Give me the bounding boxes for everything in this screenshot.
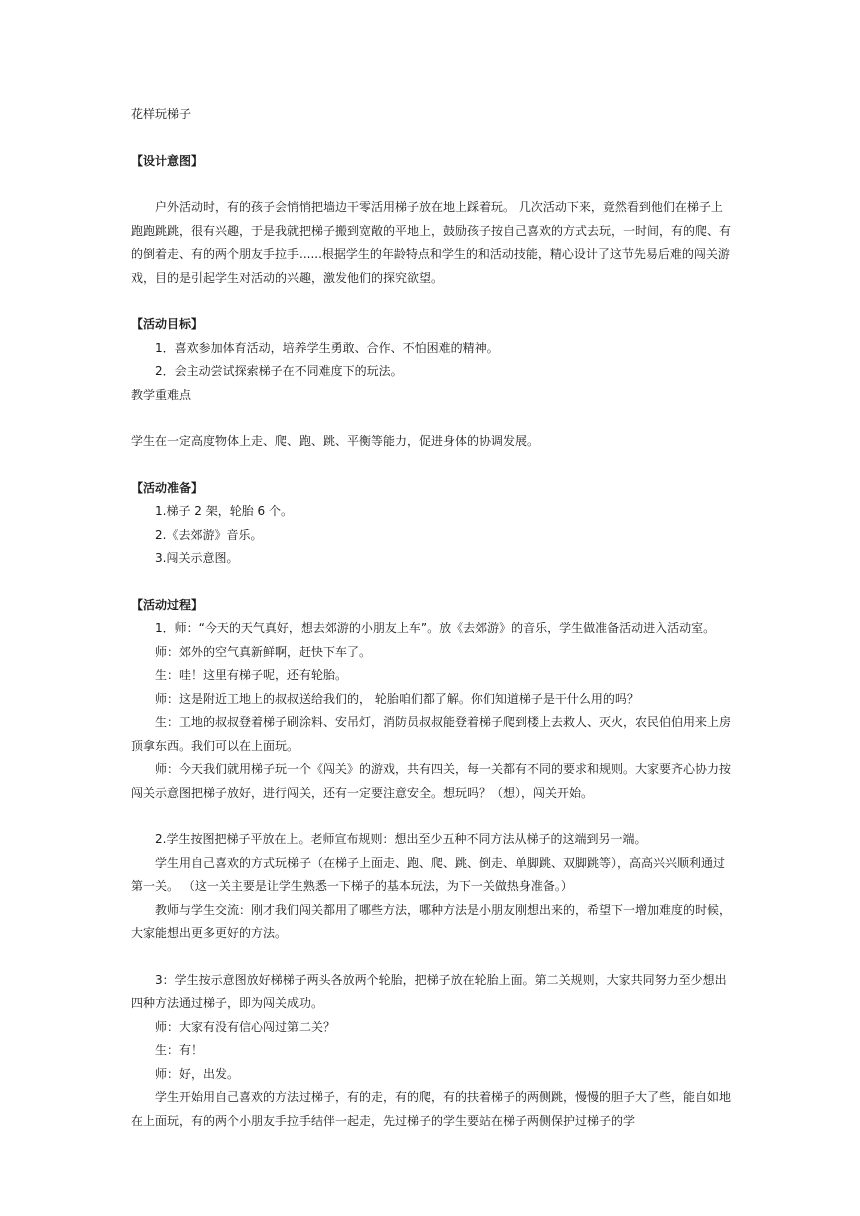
prep-heading: 【活动准备】 xyxy=(131,480,204,495)
goal-item: 1．喜欢参加体育活动，培养学生勇敢、合作、不怕困难的精神。 xyxy=(155,340,499,355)
document-title: 花样玩梯子 xyxy=(131,107,192,121)
process-paragraph: 生：工地的叔叔登着梯子刷涂料、安吊灯，消防员叔叔能登着梯子爬到楼上去救人、灭火，农民伯伯用来上房顶拿东西。我们可以在上面玩。 xyxy=(131,715,732,753)
spacer xyxy=(131,407,731,430)
spacer xyxy=(131,805,731,828)
process-paragraph: 学生开始用自己喜欢的方法过梯子，有的走，有的爬，有的扶着梯子的两侧跳，慢慢的胆子大了些，能自如地在上面玩，有的两个小朋友手拉手结伴一起走，先过梯子的学生要站在梯子两侧保护过梯子的学 xyxy=(131,1090,732,1128)
key-points-paragraph: 学生在一定高度物体上走、爬、跑、跳、平衡等能力，促进身体的协调发展。 xyxy=(131,434,540,448)
process-paragraph: 师：好，出发。 xyxy=(155,1066,240,1081)
process-paragraph: 学生用自己喜欢的方式玩梯子（在梯子上面走、跑、爬、跳、倒走、单脚跳、双脚跳等），高高兴兴顺利通过第一关。 （这一关主要是让学生熟悉一下梯子的基本玩法，为下一关做热身准备。） xyxy=(131,855,726,893)
process-paragraph: 师：这是附近工地上的叔叔送给我们的， 轮胎咱们都了解。你们知道梯子是干什么用的吗？ xyxy=(155,691,639,706)
design-heading: 【设计意图】 xyxy=(131,153,204,168)
process-paragraph: 教师与学生交流：刚才我们闯关都用了哪些方法，哪种方法是小朋友刚想出来的，希望下一增加难度的时候，大家能想出更多更好的方法。 xyxy=(131,902,732,940)
document-body xyxy=(131,103,731,1133)
process-heading: 【活动过程】 xyxy=(131,597,204,612)
spacer xyxy=(131,946,731,969)
goal-item: 2．会主动尝试探索梯子在不同难度下的玩法。 xyxy=(155,364,403,378)
process-paragraph: 1．师：“今天的天气真好，想去郊游的小朋友上车”。放《去郊游》的音乐，学生做准备活动进入活动室。 xyxy=(155,621,716,635)
goals-heading: 【活动目标】 xyxy=(131,317,204,331)
prep-item: 2.《去郊游》音乐。 xyxy=(155,527,263,542)
key-points-heading: 教学重难点 xyxy=(131,387,192,402)
process-paragraph: 师：大家有没有信心闯过第二关？ xyxy=(155,1019,336,1034)
spacer xyxy=(131,571,731,594)
prep-item: 1.梯子 2 架，轮胎 6 个。 xyxy=(155,504,293,518)
process-paragraph: 生：哇！这里有梯子呢，还有轮胎。 xyxy=(155,668,348,682)
spacer xyxy=(131,290,731,313)
process-paragraph: 师：今天我们就用梯子玩一个《闯关》的游戏，共有四关，每一关都有不同的要求和规则。大家要齐心协力按闯关示意图把梯子放好，进行闯关，还有一定要注意安全。想玩吗？（想），闯关开始。 xyxy=(131,762,732,800)
prep-item: 3.闯关示意图。 xyxy=(155,551,239,565)
design-paragraph: 户外活动时，有的孩子会悄悄把墙边干零活用梯子放在地上踩着玩。 几次活动下来，竟然看到他们在梯子上跑跑跳跳，很有兴趣，于是我就把梯子搬到宽敞的平地上，鼓励孩子按自己喜欢的方式去玩，一时间，有的爬、有的倒着走、有的两个朋友手拉手......根据学生的年龄特点和学生的和活动技能，精心设计了这节先易后难的闯关游戏，目的是引起学生对活动的兴趣，激发他们的探究欲望。 xyxy=(131,200,732,285)
process-paragraph: 生：有！ xyxy=(155,1043,204,1057)
process-paragraph: 2.学生按图把梯子平放在上。老师宣布规则：想出至少五种不同方法从梯子的这端到另一端。 xyxy=(155,832,647,846)
spacer xyxy=(131,454,731,477)
process-paragraph: 师：郊外的空气真新鲜啊，赶快下车了。 xyxy=(155,644,372,659)
process-paragraph: 3：学生按示意图放好梯梯子两头各放两个轮胎，把梯子放在轮胎上面。第二关规则，大家共同努力至少想出四种方法通过梯子，即为闯关成功。 xyxy=(131,972,727,1010)
